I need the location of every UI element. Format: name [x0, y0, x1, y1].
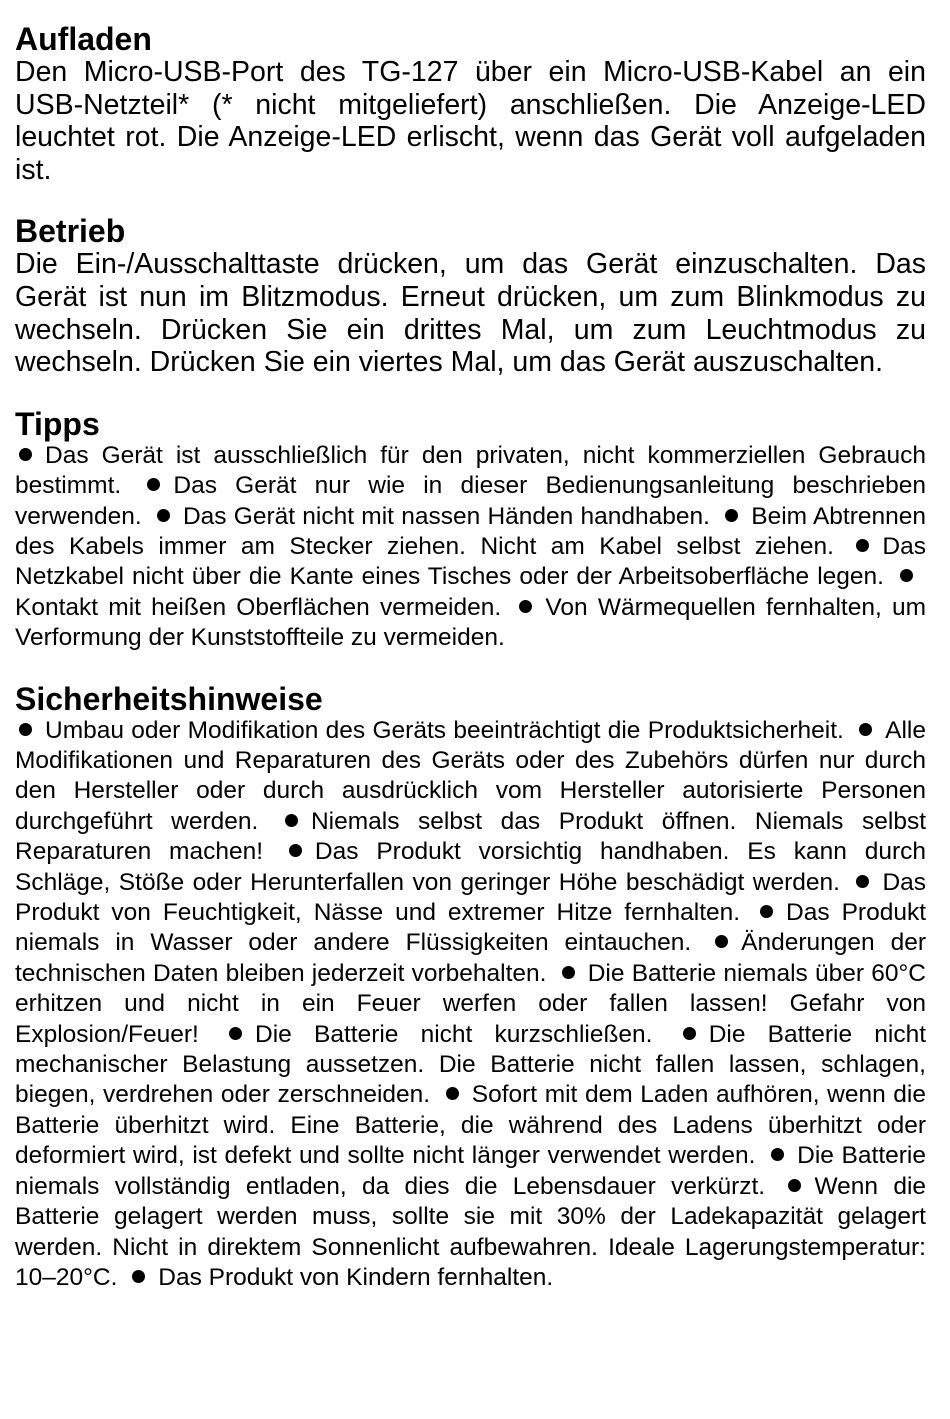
list-item-text: Das Netzkabel nicht über die Kante eines Tisches oder der Arbeitsoberfläche legen.: [15, 532, 926, 591]
list-item-text: Das Produkt von Kindern fernhalten.: [158, 1263, 554, 1291]
bullet-icon: [289, 844, 302, 857]
list-item-text: Alle Modifikationen und Reparaturen des Geräts oder des Zubehörs dürfen nur durch den Hersteller oder durch ausdrücklich vom Hersteller autorisierte Personen durchgeführt werden.: [15, 716, 926, 835]
bullet-icon: [519, 600, 532, 613]
bullet-icon: [147, 478, 160, 491]
list-item-text: Das Produkt von Feuchtigkeit, Nässe und extremer Hitze fernhalten.: [15, 868, 927, 927]
list-item-text: Die Batterie niemals über 60°C erhitzen und nicht in ein Feuer werfen oder fallen lassen! Gefahr von Explosion/Feuer!: [15, 959, 927, 1048]
bullet-icon: [856, 875, 869, 888]
bullet-icon: [229, 1027, 242, 1040]
bullet-icon: [715, 935, 728, 948]
bullet-icon: [771, 1148, 784, 1161]
list-item-text: Von Wärmequellen fernhalten, um Verformung der Kunststoffteile zu vermeiden.: [15, 593, 927, 652]
list-item-text: Kontakt mit heißen Oberflächen vermeiden.: [15, 593, 502, 621]
list-item: [149, 503, 710, 530]
list-item-text: Die Batterie nicht kurzschließen.: [255, 1020, 653, 1048]
bullet-icon: [725, 509, 738, 522]
list-item: [15, 717, 844, 744]
bullet-icon: [760, 905, 773, 918]
bullet-icon: [788, 1179, 801, 1192]
heading-tipps: Tipps: [15, 405, 100, 442]
bullet-icon: [856, 539, 869, 552]
list-item-text: Das Produkt niemals in Wasser oder andere Flüssigkeiten eintauchen.: [15, 899, 927, 957]
list-item: [124, 1264, 553, 1291]
bullet-icon: [446, 1087, 459, 1100]
list-item-text: Wenn die Batterie gelagert werden muss, sollte sie mit 30% der Ladekapazität gelagert werden. Nicht in direktem Sonnenlicht aufbewahren. Ideale Lagerungstemperatur: 10–20°C.: [15, 1172, 927, 1291]
tipps-list: [15, 441, 926, 654]
list-item-text: Das Produkt vorsichtig handhaben. Es kann durch Schläge, Stöße oder Herunterfallen von geringer Höhe beschädigt werden.: [15, 838, 926, 896]
bullet-icon: [19, 723, 32, 736]
heading-sicherheitshinweise: Sicherheitshinweise: [15, 680, 323, 717]
section-tipps: [15, 407, 926, 654]
bullet-icon: [132, 1270, 145, 1283]
list-item-text: Die Batterie nicht mechanischer Belastung aussetzen. Die Batterie nicht fallen lassen, schlagen, biegen, verdrehen oder zerschneiden.: [15, 1020, 926, 1109]
bullet-icon: [285, 814, 298, 827]
list-item-text: Das Gerät nicht mit nassen Händen handhaben.: [182, 502, 710, 530]
list-item-text: Änderungen der technischen Daten bleiben jederzeit vorbehalten.: [15, 929, 926, 987]
list-item-text: Sofort mit dem Laden aufhören, wenn die Batterie überhitzt wird. Eine Batterie, die während des Ladens überhitzt oder deformiert wird, ist defekt und sollte nicht länger verwendet werden.: [15, 1081, 926, 1170]
text-aufladen: Den Micro-USB-Port des TG-127 über ein Micro-USB-Kabel an ein USB-Netzteil* (* nicht mitgeliefert) anschließen. Die Anzeige-LED leuchtet rot. Die Anzeige-LED erlischt, wenn das Gerät voll aufgeladen ist.: [15, 56, 926, 186]
list-item-text: Umbau oder Modifikation des Geräts beeinträchtigt die Produktsicherheit.: [45, 716, 844, 744]
section-betrieb: [15, 214, 926, 378]
text-betrieb: Die Ein-/Ausschalttaste drücken, um das Gerät einzuschalten. Das Gerät ist nun im Blitzmodus. Erneut drücken, um zum Blinkmodus zu wechseln. Drücken Sie ein drittes Mal, um zum Leuchtmodus zu wechseln. Drücken Sie ein viertes Mal, um das Gerät auszuschalten.: [15, 248, 926, 379]
bullet-icon: [900, 569, 913, 582]
list-item-text: Beim Abtrennen des Kabels immer am Stecker ziehen. Nicht am Kabel selbst ziehen.: [15, 502, 927, 560]
list-item: [221, 1021, 652, 1048]
section-aufladen: [15, 22, 926, 186]
bullet-icon: [683, 1027, 696, 1040]
sicherheitshinweise-list: [15, 716, 926, 1294]
list-item-text: Das Gerät nur wie in dieser Bedienungsanleitung beschrieben verwenden.: [15, 472, 927, 530]
heading-aufladen: Aufladen: [15, 21, 152, 57]
bullet-icon: [157, 509, 170, 522]
bullet-icon: [19, 448, 32, 461]
heading-betrieb: Betrieb: [15, 213, 126, 250]
bullet-icon: [562, 966, 575, 979]
bullet-icon: [859, 723, 872, 736]
section-sicherheitshinweise: [15, 682, 926, 1294]
list-item-text: Die Batterie niemals vollständig entladen, da dies die Lebensdauer verkürzt.: [15, 1142, 926, 1200]
list-item-text: Das Gerät ist ausschließlich für den privaten, nicht kommerziellen Gebrauch bestimmt.: [15, 441, 926, 500]
list-item-text: Niemals selbst das Produkt öffnen. Niemals selbst Reparaturen machen!: [15, 807, 926, 866]
